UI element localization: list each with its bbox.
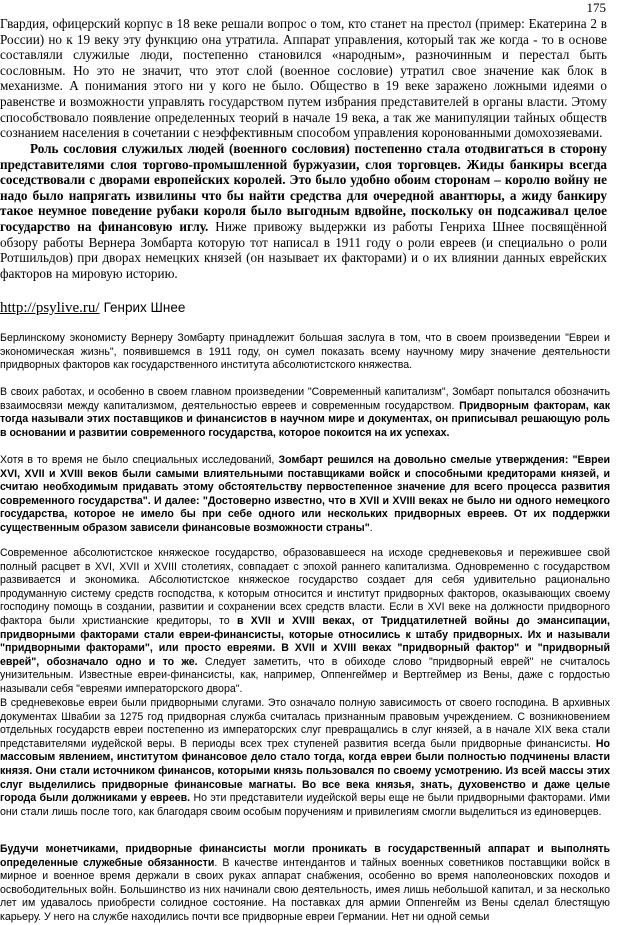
quote-paragraph-1: Берлинскому экономисту Вернеру Зомбарту принадлежит большая заслуга в том, что в своем произведении "Евреи и экономическая жизнь", появившемся в 1911 году, он сумел показать всему научному миру значение деятельности придворных факторов как государственного института абсолютистского княжества.: [0, 332, 610, 372]
quote-paragraph-4-text-2: Следует заметить, что в обиходе слово "придворный еврей" не считалось унизительным. Известные евреи-финансисты, как, например, Оппенгеймер и Вертгеймер из Вены, даже с гордостью называли себя "евреями императорского двора".: [0, 655, 610, 695]
paragraph-guard: Гвардия, офицерский корпус в 18 веке решали вопрос о том, кто станет на престол (пример: Екатерина 2 в России) но к 19 веку эту функцию она утратила. Аппарат управления, который так же когда - то в основе составляли служилые люди, постепенно становился «народным», разночинным и перестал быть сословным. Но это не значит, что этот слой (военное сословие) утратил свое значение как блок в механизме. А понимания этого ни у кого не было. Общество в 19 веке заражено ложными идеями о равенстве и возможности управлять государством путем избрания представителей в органы власти. Этому способствовало появление определенных теорий в начале 19 века, а так же манипуляции тайных обществ сознанием населения в сочетании с неэффективным способом управления коронованными домохозяевами.: [0, 16, 607, 141]
quote-paragraph-4: [0, 547, 610, 697]
page-number: 175: [586, 0, 606, 15]
quote-paragraph-5-text: В средневековье евреи были придворными слугами. Это означало полную зависимость от своего господина. В архивных документах Швабии за 1275 год придворная служба считалась признанным правовым учреждением. С возникновением отдельных государств евреи постепенно из императорских слуг превращались в слуг князей, а в начале XIX века стали представителями иудейской веры. В периоды всех трех ступеней развития всегда были придворные финансисты.: [0, 697, 610, 750]
quote-paragraph-3: [0, 454, 610, 536]
quote-paragraph-6-bold: Будучи монетчиками, придворные финансисты могли проникать в государственный аппарат и выполнять определенные служебные обязанности: [0, 843, 610, 869]
paragraph-estate-role-bold: Роль сословия служилых людей (военного сословия) постепенно стала отодвигаться в сторону представителями слоя торгово-промышленной буржуазии, слоя торговцев. Жиды банкиры всегда соседствовали с дворами европейских королей. Это было удобно обоим сторонам – королю войну не надо было напрягать извилины что бы найти средства для очередной авантюры, а жиду банкиру такое неумное поведение рубаки короля было выгодным вдвойне, поскольку он подсаживал целое государство на финансовую иглу.: [0, 141, 607, 234]
quote-paragraph-5: [0, 697, 610, 819]
source-line: [0, 299, 185, 317]
quote-paragraph-3-text: Хотя в то время не было специальных исследований,: [0, 454, 279, 466]
quote-paragraph-2-text: В своих работах, и особенно в своем главном произведении "Современный капитализм", Зомбарт попытался обозначить взаимосвязи между капитализмом, деятельностью евреев и современным государством.: [0, 386, 610, 412]
quote-paragraph-6-text: . В качестве интендантов и тайных военных советников поставщики войск в мирное и военное время держали в своих руках аппарат снабжения, особенно во время наполеоновских походов и освободительных войн. Большинство из них начинали свою деятельность, имея лишь небольшой капитал, и за несколько лет им удавалось приобрести солидное состояние. На поставках для армии Оппенгейм из Вены сделал блестящую карьеру. У него на службе находились почти все придворные евреи Германии. Нет ни одной семьи: [0, 856, 610, 923]
source-author: Генрих Шнее: [103, 300, 186, 315]
paragraph-estate-role-text: Ниже привожу выдержки из работы Генриха Шнее посвящённой обзору работы Вернера Зомбарта которую тот написал в 1911 году о роли евреев (и специально о роли Ротшильдов) при дворах немецких князей (он называет их факторами) и о их влиянии данных еврейских факторов на мировую историю.: [0, 218, 607, 281]
paragraph-estate-role: [0, 141, 607, 281]
quote-paragraph-2: [0, 386, 610, 440]
quote-paragraph-4-bold: в XVII и XVIII веках, от Тридцатилетней войны до эмансипации, придворными факторами стали евреи-финансисты, которые относились к штабу придворных. Их и называли "придворными факторами", или просто евреями. В XVII и XVIII веках "придворный фактор" и "придворный еврей", обозначало одно и то же.: [0, 614, 610, 668]
quote-paragraph-2-bold: Придворным факторам, как тогда называли этих поставщиков и финансистов в научном мире и документах, он приписывал решающую роль в основании и развитии современного государства, которое покоится на их успехах.: [0, 399, 610, 439]
quote-paragraph-3-bold: Зомбарт решился на довольно смелые утверждения: "Евреи XVI, XVII и XVIII веков были самыми влиятельными поставщиками войск и способными кредиторами князей, и считаю необходимым придавать этому обстоятельству первостепенное значение для всего процесса развития современного государства". И далее: "Достоверно известно, что в XVII и XVIII веках не было ни одного немецкого государства, которое не имело бы при себе одного или нескольких придворных евреев. От их поддержки существенным образом зависели финансовые возможности страны": [0, 454, 610, 534]
quote-paragraph-6: [0, 843, 610, 925]
quote-paragraph-5-text-2: Но эти представители иудейской веры еще не были придворными факторами. Ими они стали лишь после того, как благодаря своим особым поручениям и привилегиям смогли выделиться из единоверцев.: [0, 792, 611, 818]
source-link[interactable]: http://psylive.ru/: [0, 300, 100, 316]
quote-paragraph-4-text: Современное абсолютистское княжеское государство, образовавшееся на исходе средневековья и пережившее свой полный расцвет в XVI, XVII и XVIII столетиях, совпадает с эпохой раннего капитализма. Одновременно с государством развивается и экономика. Абсолютистское княжеское государство создает для себя удивительно рационально продуманную систему средств господства, к которым относится и институт придворных факторов, оказывающих своему господину помощь в создании, развитии и сохранении всех средств власти. Если в XVI веке на должности придворного фактора были христианские кредиторы, то: [0, 547, 610, 627]
quote-paragraph-5-bold: Но массовым явлением, институтом финансовое дело стало тогда, когда евреи были полностью подчинены власти князя. Они стали источником финансов, которыми князь пользовался по своему усмотрению. Из всей массы этих слуг выделились придворные финансовые магнаты. Во все века князья, знать, духовенство и даже целые города были должниками у евреев.: [0, 737, 610, 805]
quote-paragraph-3-end: .: [369, 521, 373, 534]
